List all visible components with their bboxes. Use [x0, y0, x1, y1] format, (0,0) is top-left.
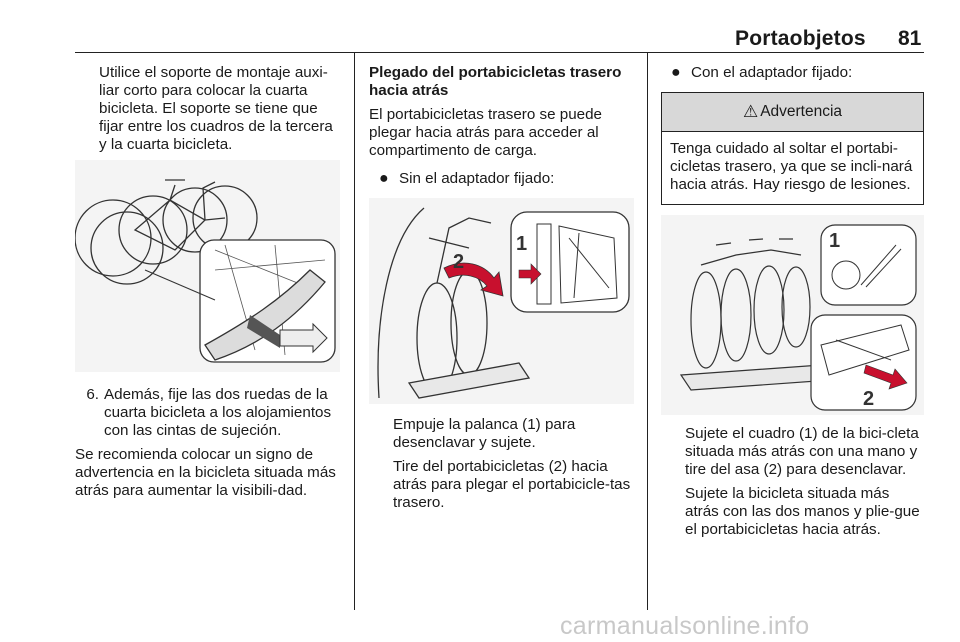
warning-box: [661, 92, 924, 205]
col1-note-text: Se recomienda colocar un signo de advertencia en la bicicleta situada más atrás para aumentar la visibili-dad.: [75, 446, 336, 499]
callout-1: 1: [516, 233, 528, 255]
page-header-title: Portaobjetos: [735, 27, 866, 50]
step-6-text: Además, fije las dos ruedas de la cuarta bicicleta a los alojamientos con las cintas de sujeción.: [104, 386, 332, 439]
col3-instruction-1: Sujete el cuadro (1) de la bici-cleta situada más atrás con una mano y tire del asa (2) para desenclavar.: [685, 425, 919, 478]
step-number: 6.: [86, 386, 99, 403]
col3-instruction-2: Sujete la bicicleta situada más atrás con las dos manos y plie-gue el portabicicletas hacia atrás.: [685, 485, 920, 538]
page-number: 81: [898, 27, 922, 50]
col2-intro-text: El portabicicletas trasero se puede plegar hacia atrás para acceder al compartimento de carga.: [369, 106, 603, 159]
illustration-fourth-bike-strap: [75, 160, 340, 372]
col2-instruction-2: Tire del portabicicletas (2) hacia atrás para plegar el portabicicle-tas trasero.: [393, 458, 631, 511]
watermark: carmanualsonline.info: [560, 612, 810, 640]
column-1: [75, 64, 340, 506]
col1-intro-text: Utilice el soporte de montaje auxi-liar corto para colocar la cuarta bicicleta. El soporte se tiene que fijar entre los cuadros de la tercera y la cuarta bicicleta.: [99, 64, 333, 153]
callout-2: 2: [453, 251, 465, 273]
illustration-fold-with-adapter: [661, 215, 924, 415]
warning-title: Advertencia: [760, 103, 843, 120]
bullet-dot: ●: [671, 64, 681, 81]
col3-bullet-text: Con el adaptador fijado:: [691, 64, 853, 81]
callout-1: 1: [829, 230, 841, 252]
section-heading: Plegado del portabicicletas trasero hacia atrás: [369, 64, 622, 99]
bullet-dot: ●: [379, 170, 389, 187]
column-3: [661, 64, 924, 545]
column-2: [369, 64, 634, 518]
illustration-fold-without-adapter: [369, 198, 634, 404]
header-rule: [75, 52, 924, 53]
column-divider-2: [647, 53, 648, 610]
warning-triangle-icon: ⚠: [742, 102, 759, 121]
col2-instruction-1: Empuje la palanca (1) para desenclavar y sujete.: [393, 416, 576, 451]
warning-header: [662, 93, 923, 132]
warning-text: Tenga cuidado al soltar el portabi-cicletas trasero, ya que se incli-nará hacia atrás. Hay riesgo de lesiones.: [670, 140, 913, 193]
col2-bullet-text: Sin el adaptador fijado:: [399, 170, 555, 187]
callout-2: 2: [863, 388, 875, 410]
column-divider-1: [354, 53, 355, 610]
